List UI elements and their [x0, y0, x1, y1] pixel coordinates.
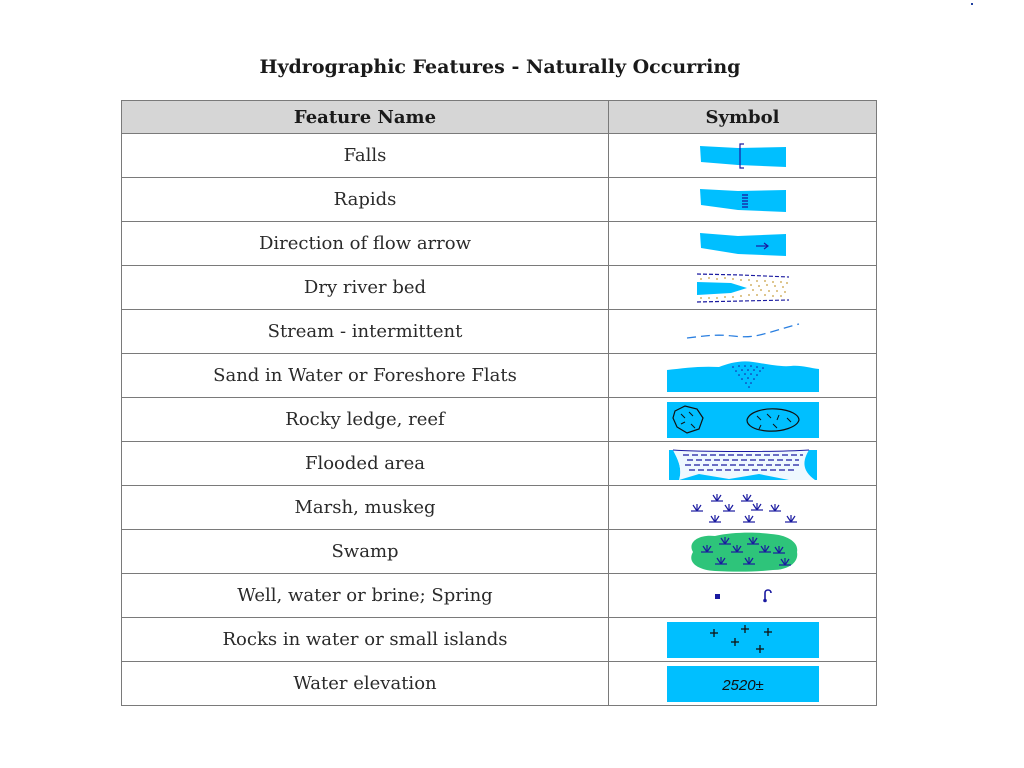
symbol-cell: [609, 530, 877, 574]
swamp-symbol-icon: [685, 532, 801, 572]
symbol-cell: [609, 310, 877, 354]
feature-name: Stream - intermittent: [122, 310, 609, 354]
feature-name: Swamp: [122, 530, 609, 574]
symbol-cell: [609, 442, 877, 486]
feature-name: Water elevation: [122, 662, 609, 706]
symbol-cell: [609, 354, 877, 398]
feature-name: Direction of flow arrow: [122, 222, 609, 266]
column-header-symbol: Symbol: [609, 101, 877, 134]
table-row: [122, 310, 877, 354]
feature-name: Rapids: [122, 178, 609, 222]
table-row: [122, 618, 877, 662]
symbol-cell: [609, 662, 877, 706]
dry-river-bed-symbol-icon: [691, 271, 795, 305]
symbol-cell: [609, 222, 877, 266]
symbol-cell: [609, 134, 877, 178]
symbol-cell: [609, 486, 877, 530]
table-row: [122, 442, 877, 486]
falls-symbol-icon: [698, 140, 788, 172]
flow-arrow-symbol-icon: [698, 228, 788, 260]
table-row: [122, 486, 877, 530]
table-row: [122, 134, 877, 178]
rapids-symbol-icon: [698, 184, 788, 216]
table-row: [122, 354, 877, 398]
table-row: [122, 530, 877, 574]
feature-name: Rocky ledge, reef: [122, 398, 609, 442]
table-row: [122, 178, 877, 222]
rocky-ledge-symbol-icon: [667, 402, 819, 438]
sand-in-water-symbol-icon: [667, 360, 819, 392]
symbol-cell: [609, 618, 877, 662]
water-elevation-symbol-icon: [667, 666, 819, 702]
column-header-feature-name: Feature Name: [122, 101, 609, 134]
symbol-cell: [609, 574, 877, 618]
table-header-row: [122, 101, 877, 134]
table-row: [122, 398, 877, 442]
table-row: [122, 222, 877, 266]
well-spring-symbol-icon: [703, 586, 783, 606]
feature-name: Marsh, muskeg: [122, 486, 609, 530]
water-elevation-label: 2520±: [721, 676, 764, 694]
symbol-cell: [609, 398, 877, 442]
table-row: [122, 662, 877, 706]
feature-name: Falls: [122, 134, 609, 178]
feature-name: Dry river bed: [122, 266, 609, 310]
table-row: [122, 574, 877, 618]
rocks-in-water-symbol-icon: [667, 622, 819, 658]
marsh-symbol-icon: [685, 489, 801, 527]
symbol-cell: [609, 178, 877, 222]
page-title: Hydrographic Features - Naturally Occurring: [259, 56, 741, 78]
intermittent-stream-symbol-icon: [685, 321, 801, 343]
table-row: [122, 266, 877, 310]
corner-dot: [971, 3, 973, 5]
symbol-cell: [609, 266, 877, 310]
feature-name: Sand in Water or Foreshore Flats: [122, 354, 609, 398]
feature-name: Flooded area: [122, 442, 609, 486]
flooded-area-symbol-icon: [669, 446, 817, 482]
feature-name: Rocks in water or small islands: [122, 618, 609, 662]
feature-name: Well, water or brine; Spring: [122, 574, 609, 618]
features-table: [121, 100, 877, 706]
